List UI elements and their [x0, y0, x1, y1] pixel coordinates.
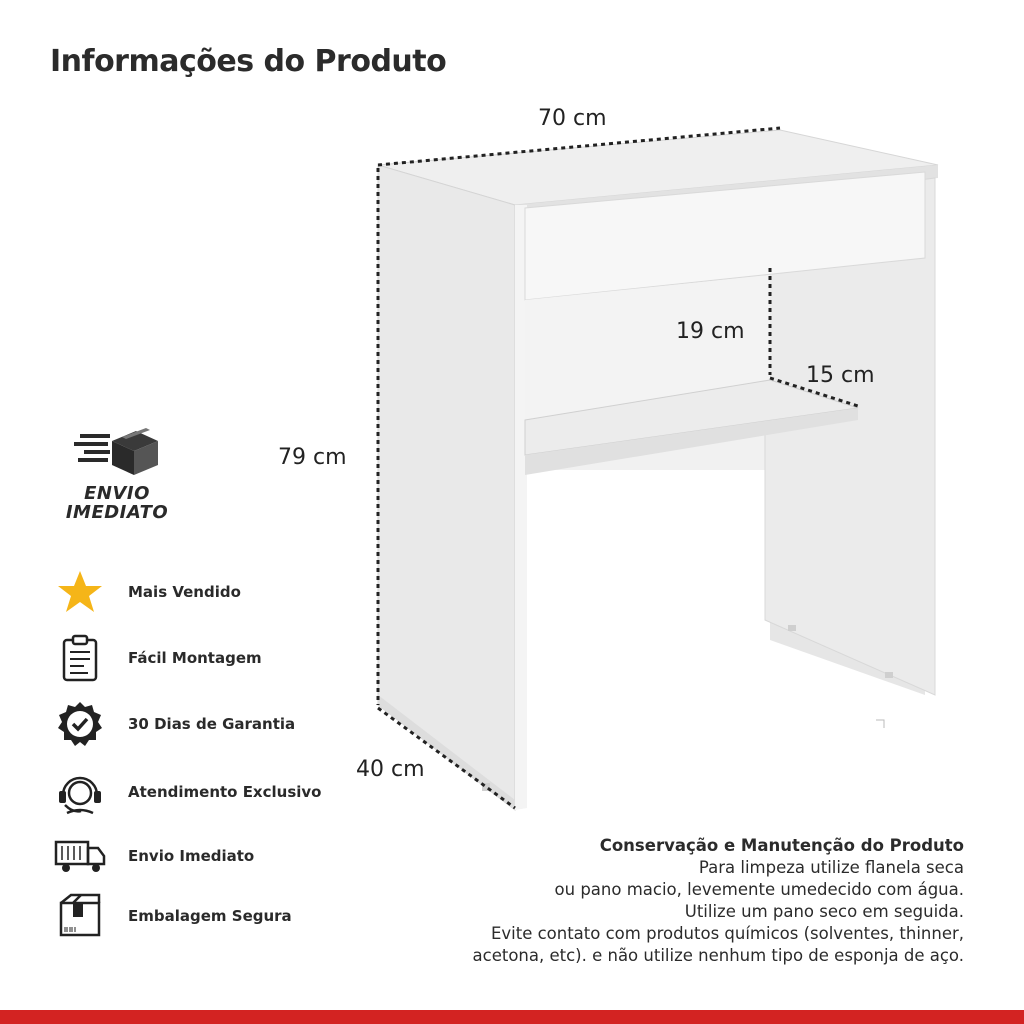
page-title: Informações do Produto	[50, 44, 447, 79]
footer-accent-bar	[0, 1010, 1024, 1024]
feature-atendimento	[52, 766, 352, 818]
care-line: Evite contato com produtos químicos (solventes, thinner,	[490, 924, 964, 943]
feature-label: Embalagem Segura	[128, 907, 292, 925]
feature-label: Atendimento Exclusivo	[128, 783, 322, 801]
truck-icon	[52, 830, 108, 882]
clipboard-icon	[52, 632, 108, 684]
box-icon	[52, 890, 108, 942]
envio-imediato-badge	[54, 484, 180, 522]
care-line: ou pano macio, levemente umedecido com água.	[554, 880, 964, 899]
feature-label: 30 Dias de Garantia	[128, 715, 296, 733]
headset-icon	[52, 766, 108, 818]
warranty-seal-icon	[52, 698, 108, 750]
feature-mais-vendido	[52, 566, 352, 618]
care-line: Utilize um pano seco em seguida.	[684, 902, 964, 921]
feature-label: Mais Vendido	[128, 583, 241, 601]
feature-garantia	[52, 698, 352, 750]
care-section	[424, 835, 964, 967]
care-line: Para limpeza utilize flanela seca	[698, 858, 964, 877]
feature-label: Fácil Montagem	[128, 649, 262, 667]
shelf-depth-label: 15 cm	[806, 363, 875, 388]
depth-label: 40 cm	[356, 757, 425, 782]
feature-embalagem	[52, 890, 352, 942]
care-title: Conservação e Manutenção do Produto	[599, 836, 964, 855]
width-label: 70 cm	[538, 106, 607, 131]
drawer-height-label: 19 cm	[676, 319, 745, 344]
feature-envio-imediato	[52, 830, 352, 882]
feature-label: Envio Imediato	[128, 847, 255, 865]
star-icon	[52, 566, 108, 618]
height-label: 79 cm	[278, 445, 347, 470]
badge-line-1: ENVIO	[84, 483, 150, 504]
feature-facil-montagem	[52, 632, 352, 684]
badge-line-2: IMEDIATO	[65, 502, 169, 523]
care-line: acetona, etc). e não utilize nenhum tipo de esponja de aço.	[472, 946, 964, 965]
